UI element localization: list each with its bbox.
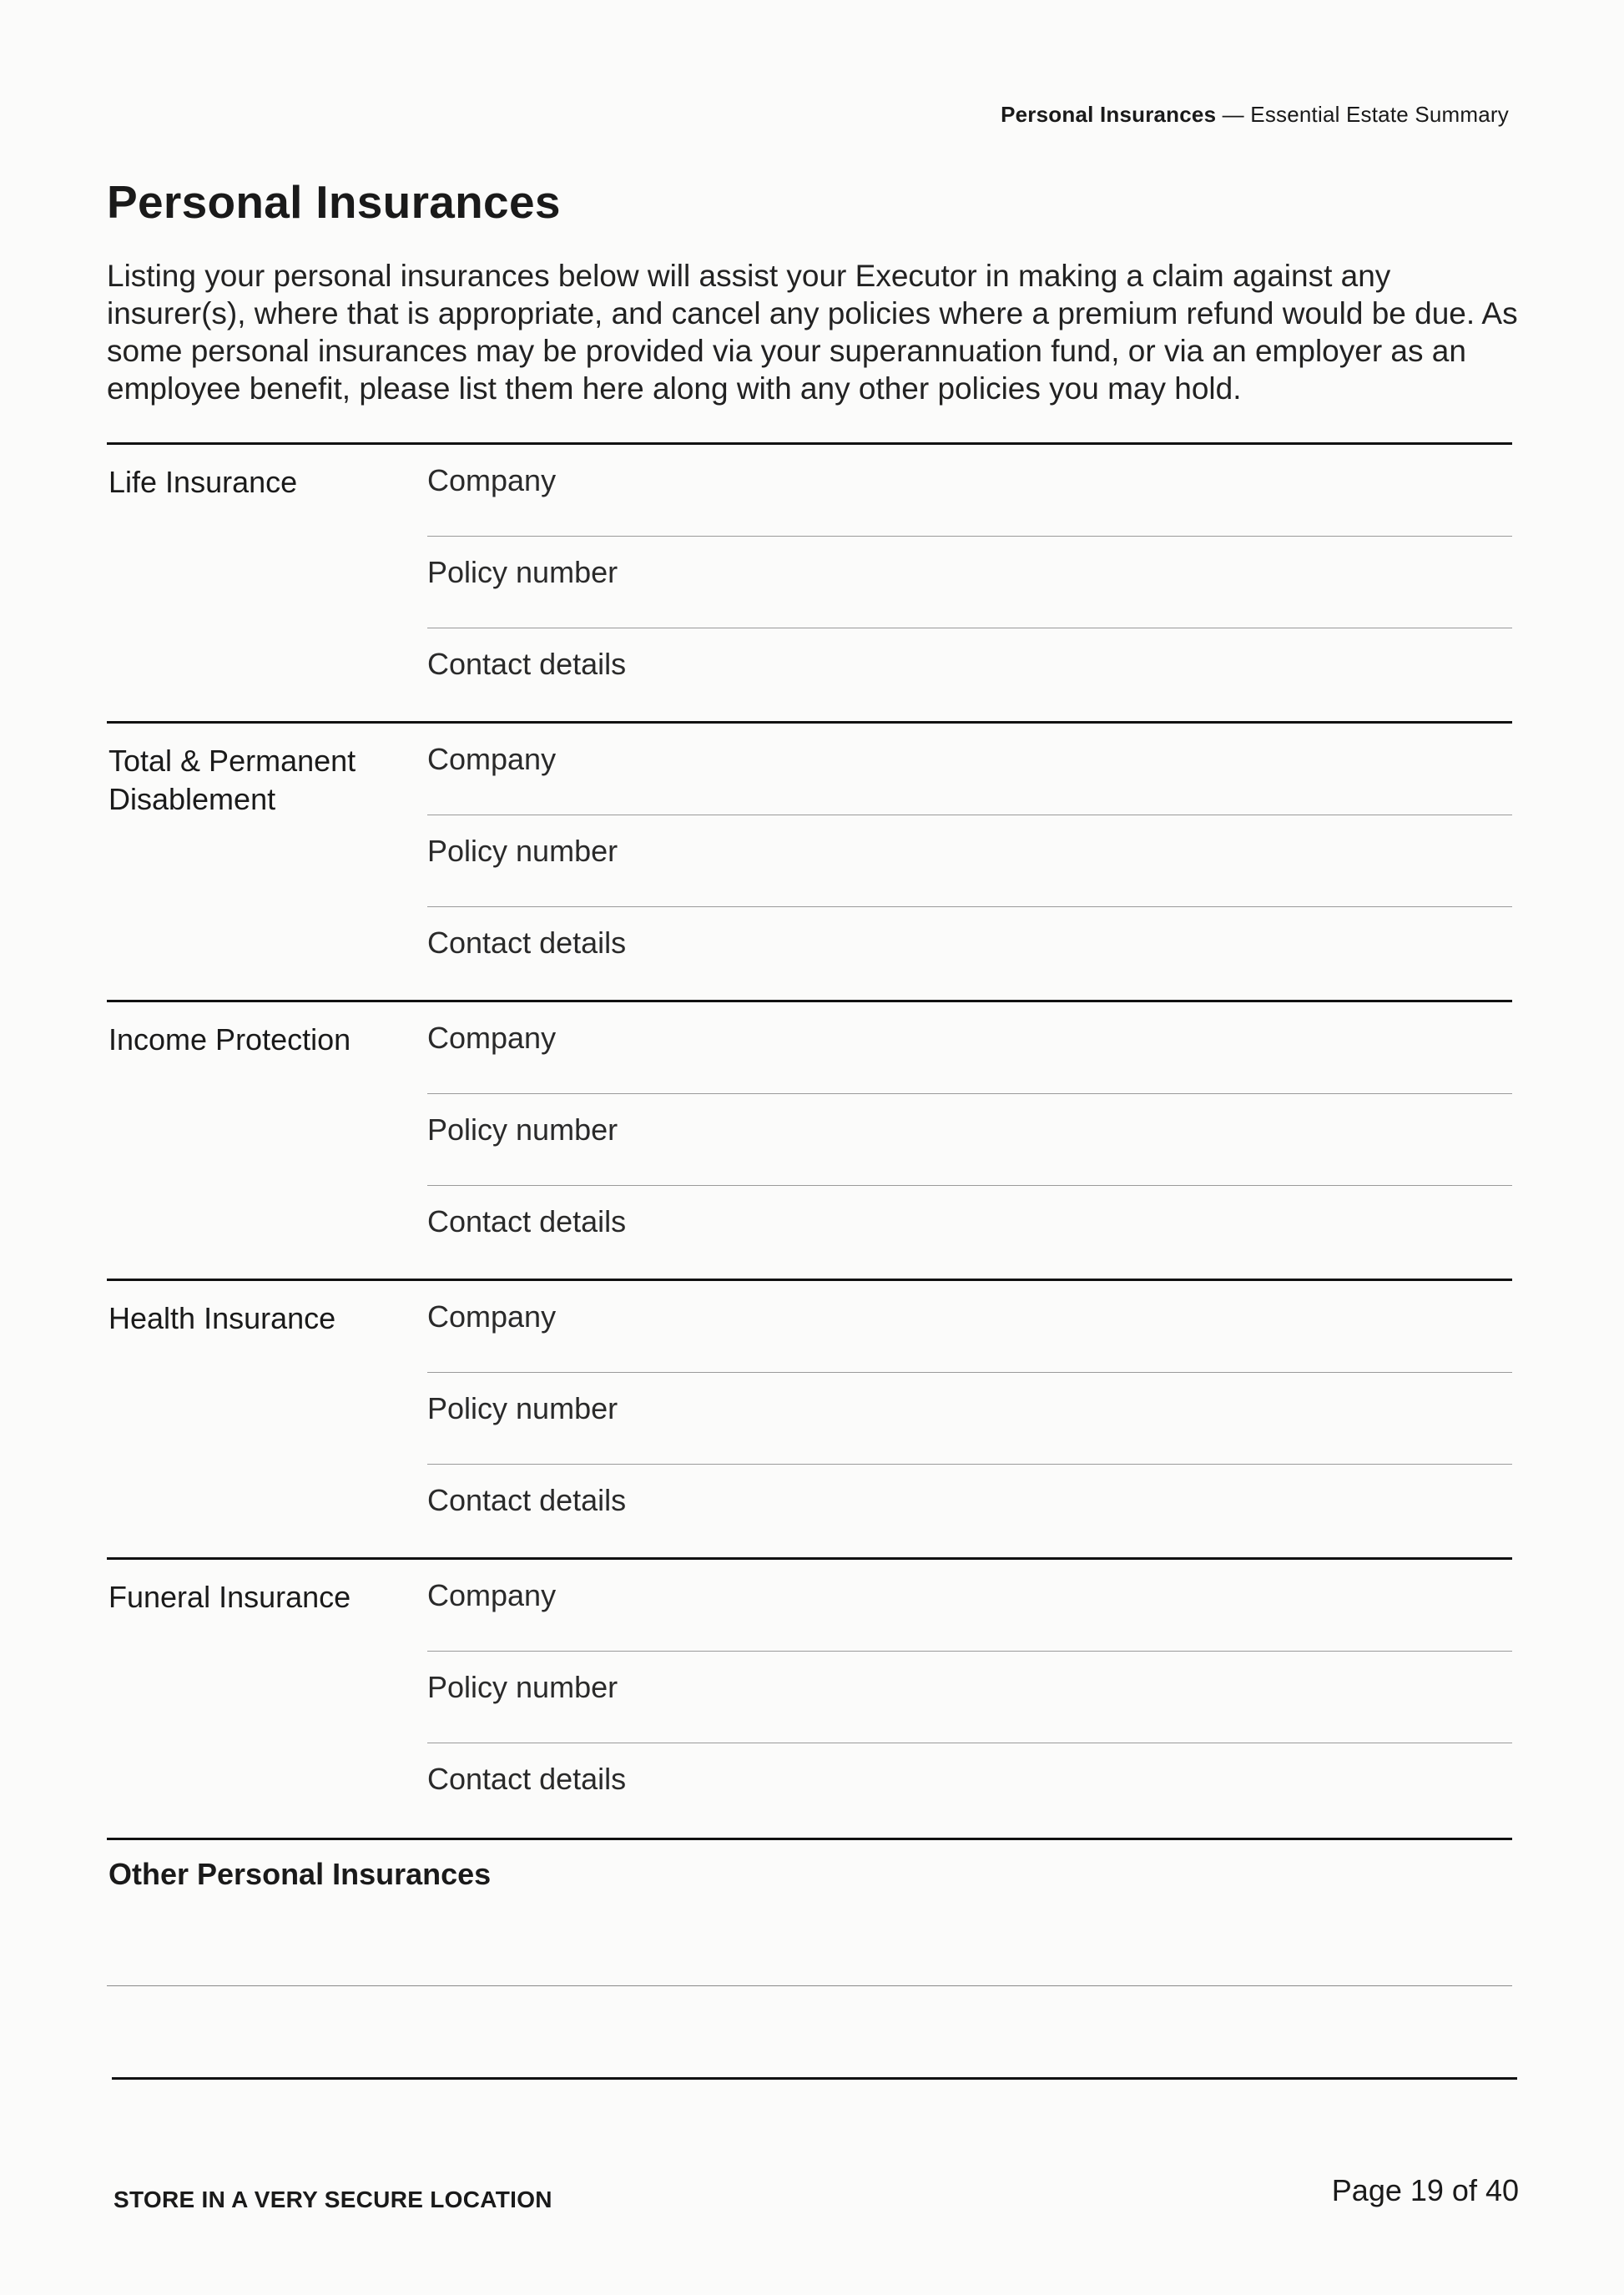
section-health-insurance <box>107 1279 1512 1556</box>
field-label: Contact details <box>427 1762 627 1796</box>
running-header-section: Personal Insurances <box>1001 102 1217 127</box>
policy-number-field[interactable] <box>427 815 1512 907</box>
company-field[interactable] <box>427 445 1512 537</box>
running-header-doc: — Essential Estate Summary <box>1216 102 1509 127</box>
field-label: Company <box>427 1578 557 1612</box>
section-other-insurances <box>107 1838 1512 2082</box>
section-label: Health Insurance <box>108 1301 336 1335</box>
running-header <box>1001 102 1509 128</box>
bottom-rule <box>112 2077 1517 2080</box>
field-label: Company <box>427 1299 557 1334</box>
policy-number-field[interactable] <box>427 1094 1512 1186</box>
section-label: Total & Permanent Disablement <box>108 744 356 816</box>
contact-details-field[interactable] <box>427 628 1512 720</box>
field-label: Policy number <box>427 834 618 868</box>
section-label: Funeral Insurance <box>108 1580 351 1614</box>
field-label: Contact details <box>427 1483 627 1517</box>
other-insurances-title: Other Personal Insurances <box>108 1857 492 1891</box>
intro-paragraph: Listing your personal insurances below will assist your Executor in making a claim against any insurer(s), where that is appropriate, and cancel any policies where a premium refund would be due. As some personal insurances may be provided via your superannuation fund, or via an employer as an employee benefit, please list them here along with any other policies you may hold. <box>107 259 1518 406</box>
policy-number-field[interactable] <box>427 1373 1512 1465</box>
section-income-protection <box>107 1000 1512 1278</box>
policy-number-field[interactable] <box>427 537 1512 628</box>
section-life-insurance <box>107 442 1512 720</box>
section-tpd-insurance <box>107 721 1512 999</box>
field-label: Policy number <box>427 1112 618 1147</box>
page-title: Personal Insurances <box>107 176 561 228</box>
section-label: Income Protection <box>108 1022 351 1057</box>
footer-storage-note: STORE IN A VERY SECURE LOCATION <box>113 2187 552 2212</box>
section-label: Life Insurance <box>108 465 298 499</box>
contact-details-field[interactable] <box>427 907 1512 999</box>
field-label: Company <box>427 1021 557 1055</box>
field-label: Contact details <box>427 926 627 960</box>
section-funeral-insurance <box>107 1557 1512 1835</box>
field-label: Policy number <box>427 555 618 589</box>
other-insurances-write-line[interactable] <box>107 1985 1512 1986</box>
company-field[interactable] <box>427 1560 1512 1652</box>
page-number: Page 19 of 40 <box>1331 2173 1519 2207</box>
contact-details-field[interactable] <box>427 1465 1512 1556</box>
contact-details-field[interactable] <box>427 1186 1512 1278</box>
field-label: Contact details <box>427 647 627 681</box>
field-label: Policy number <box>427 1391 618 1425</box>
company-field[interactable] <box>427 724 1512 815</box>
company-field[interactable] <box>427 1281 1512 1373</box>
field-label: Policy number <box>427 1670 618 1704</box>
company-field[interactable] <box>427 1002 1512 1094</box>
contact-details-field[interactable] <box>427 1743 1512 1835</box>
policy-number-field[interactable] <box>427 1652 1512 1743</box>
field-label: Company <box>427 742 557 776</box>
field-label: Company <box>427 463 557 497</box>
field-label: Contact details <box>427 1204 627 1238</box>
